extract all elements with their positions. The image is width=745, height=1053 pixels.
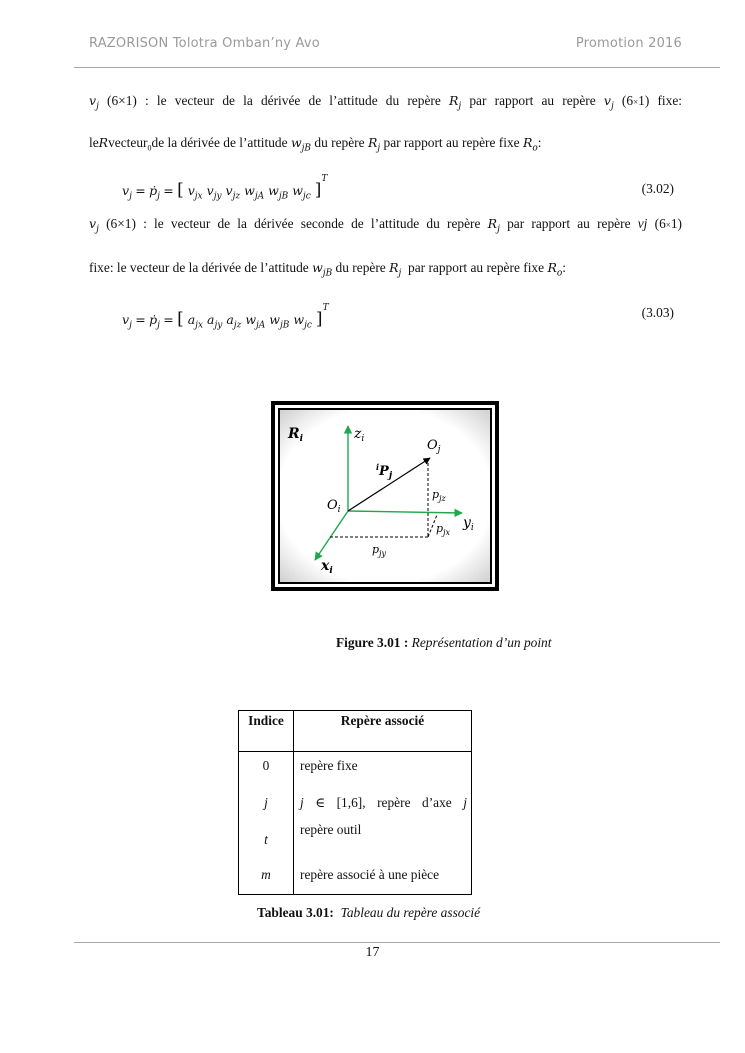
header-author: RAZORISON Tolotra Omban’ny Avo [89, 36, 320, 51]
var-Rj: $R_j$ [389, 260, 402, 279]
oj-label: $O_j$ [427, 438, 441, 455]
table-cell: repère outil [300, 822, 362, 837]
text: fixe: le vecteur de la dérivée de l’attitude [89, 260, 309, 275]
text: par rapport au repère [507, 216, 631, 231]
table-header: Repère associé [294, 711, 472, 752]
text: : [562, 260, 567, 275]
page-number: 17 [365, 945, 380, 960]
text: (6×1) : le vecteur de la dérivée de l’attitude du repère [107, 93, 441, 108]
table-cell: repère fixe [300, 758, 358, 773]
pjy-label: $p_{jy}$ [372, 543, 387, 558]
text: (6×1) fixe: [621, 93, 682, 108]
eq-bracket: ] [314, 180, 322, 200]
eq-equals: = [163, 183, 174, 198]
table-cell: 0 [262, 758, 270, 773]
position-vector [348, 458, 430, 511]
para2-line2 [89, 259, 682, 283]
eq-lhs: $v_j$ [122, 312, 132, 331]
equation-3-03 [122, 302, 329, 331]
eq-pdot: ṗ$_j$ [149, 183, 160, 202]
x-label: $x_i$ [321, 558, 333, 576]
figure-caption: Figure 3.01 : Représentation d’un point [336, 635, 552, 650]
header-rule [74, 67, 720, 68]
coordinate-diagram [280, 410, 488, 580]
table-header-row [239, 711, 472, 752]
eq-terms: $a_{jx}$ $a_{jy}$ $a_{jz}$ $w_{jA}$ $w_{jB}$ $w_{jc}$ [187, 312, 312, 331]
var-R: R [98, 135, 109, 150]
table-cell: m [261, 867, 271, 882]
vector-label: $^iP_j$ [376, 462, 393, 481]
reference-table [238, 710, 472, 895]
header-promotion: Promotion 2016 [575, 36, 682, 51]
text: du repère [335, 260, 386, 275]
text: du repère [314, 135, 365, 150]
eq-transpose: T [322, 302, 329, 313]
table-header: Indice [239, 711, 294, 752]
var-vj: $v_j$ [603, 93, 614, 112]
index-column [239, 752, 294, 895]
para1-line2 [89, 134, 682, 158]
eq-bracket: [ [177, 180, 184, 200]
table-caption: Tableau 3.01: Tableau du repère associé [257, 905, 481, 920]
figure-frame [271, 401, 499, 591]
para2-line1 [89, 215, 682, 239]
var-vj: $v_j$ [89, 216, 99, 235]
figure-canvas [280, 410, 490, 582]
text: : [537, 135, 542, 150]
z-label: $z_i$ [354, 426, 365, 444]
var-Rj: $R_j$ [487, 216, 500, 235]
y-label: $y_i$ [463, 515, 474, 533]
eq-equals: = [163, 312, 174, 327]
eq-pdot: ṗ$_j$ [149, 312, 160, 331]
var-Rj: $R_j$ [367, 135, 381, 154]
eq-terms: $v_{jx}$ $v_{jy}$ $v_{jz}$ $w_{jA}$ $w_{jB}$ $w_{jc}$ [187, 183, 311, 202]
footer-rule [74, 942, 720, 943]
text: vecteur [108, 135, 148, 150]
frame-label: $R_i$ [288, 426, 304, 444]
eq-transpose: T [321, 173, 328, 184]
pjz-label: $p_{jz}$ [432, 488, 446, 503]
text: par rapport au repère [469, 93, 596, 108]
text: le [89, 135, 99, 150]
var-Ro: $R_o$ [522, 135, 538, 154]
table-cell: t [264, 832, 268, 847]
table-cell: repère associé à une pièce [300, 867, 440, 882]
y-axis [348, 511, 462, 513]
var-Rj: $R_j$ [448, 93, 462, 112]
text: 0 [147, 143, 152, 153]
text: par rapport au repère fixe [383, 135, 520, 150]
eq-lhs: $v_j$ [122, 183, 132, 202]
text: (6×1) [654, 216, 682, 231]
var-wjB: $w_{jB}$ [290, 135, 312, 154]
eq-equals: = [135, 183, 146, 198]
text: de la dérivée de l’attitude [151, 135, 288, 150]
eq-bracket: ] [315, 309, 323, 329]
eq-bracket: [ [177, 309, 184, 329]
var-wjB: $w_{jB}$ [312, 260, 333, 279]
equation-number: (3.03) [641, 305, 674, 320]
pjx-label: $p_{jx}$ [436, 522, 451, 537]
text: (6×1) : le vecteur de la dérivée seconde de l’attitude du repère [106, 216, 481, 231]
text: par rapport au repère fixe [408, 260, 545, 275]
description-column [294, 752, 472, 895]
x-axis [315, 511, 348, 560]
var-vj: $v_j$ [89, 93, 99, 112]
table-cell: j ∈ [1,6], repère d’axe j [300, 795, 467, 810]
equation-number: (3.02) [641, 181, 674, 196]
var-Ro: $R_o$ [547, 260, 563, 279]
oi-label: $O_i$ [327, 498, 341, 515]
eq-equals: = [135, 312, 146, 327]
para1-line1 [89, 92, 682, 116]
table-body-row [239, 752, 472, 895]
equation-3-02 [122, 173, 328, 202]
var-vj-plain: vj [637, 216, 648, 231]
table-cell: j [264, 795, 268, 810]
